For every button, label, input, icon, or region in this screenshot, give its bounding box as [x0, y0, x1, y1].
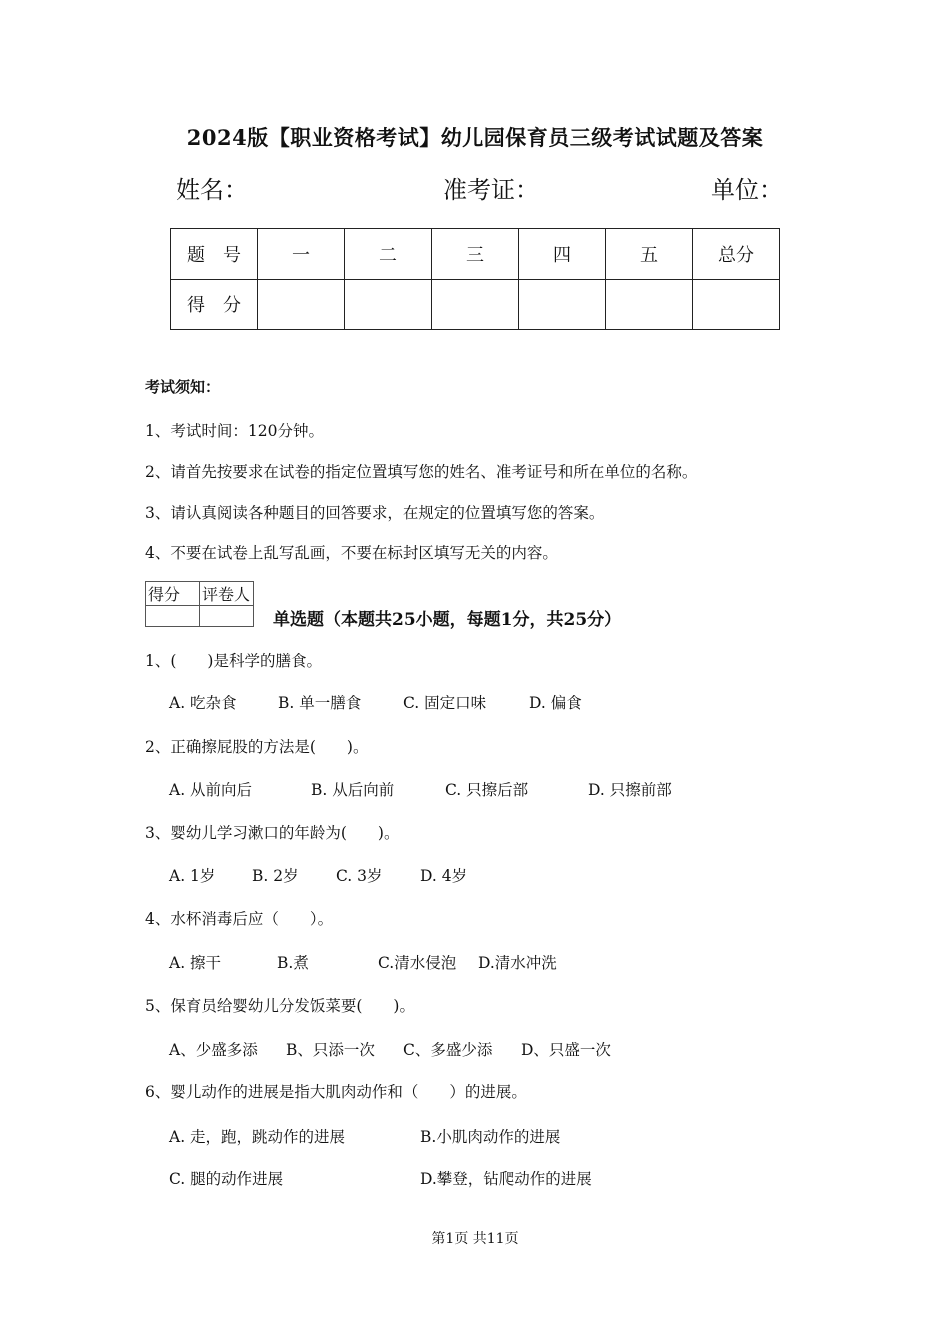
question-option: A. 吃杂食 — [169, 694, 237, 712]
notice-item: 1、考试时间：120分钟。 — [145, 422, 324, 440]
question-option: B.小肌肉动作的进展 — [420, 1128, 561, 1146]
question-option: C.清水侵泡 — [378, 954, 457, 972]
question-option: C、多盛少添 — [403, 1041, 493, 1059]
notice-heading: 考试须知： — [145, 378, 221, 396]
notice-item: 4、不要在试卷上乱写乱画，不要在标封区填写无关的内容。 — [145, 544, 558, 562]
question-option: A. 擦干 — [169, 954, 222, 972]
question-option: A. 走，跑，跳动作的进展 — [169, 1128, 346, 1146]
grader-reviewer-label: 评卷人 — [200, 582, 254, 606]
question-option: D.攀登，钻爬动作的进展 — [420, 1170, 592, 1188]
question-option: B. 从后向前 — [311, 781, 395, 799]
score-cell-1[interactable] — [258, 279, 345, 330]
question-option: D.清水冲洗 — [478, 954, 557, 972]
question-stem: 2、正确擦屁股的方法是( )。 — [145, 738, 369, 756]
score-table-col-5: 五 — [606, 229, 693, 280]
score-table — [170, 228, 780, 330]
notice-item: 3、请认真阅读各种题目的回答要求，在规定的位置填写您的答案。 — [145, 504, 605, 522]
score-table-header-label: 题 号 — [171, 229, 258, 280]
question-option: C. 腿的动作进展 — [169, 1170, 284, 1188]
question-option: A. 从前向后 — [169, 781, 253, 799]
question-option: B、只添一次 — [286, 1041, 375, 1059]
question-option: D. 只擦前部 — [588, 781, 672, 799]
question-option: C. 3岁 — [336, 867, 383, 885]
score-table-col-total: 总分 — [693, 229, 780, 280]
question-stem: 6、婴儿动作的进展是指大肌肉动作和（ ）的进展。 — [145, 1083, 527, 1101]
question-option: D. 偏食 — [529, 694, 582, 712]
question-stem: 4、水杯消毒后应（ ）。 — [145, 910, 334, 928]
question-stem: 1、( )是科学的膳食。 — [145, 652, 322, 670]
notice-item: 2、请首先按要求在试卷的指定位置填写您的姓名、准考证号和所在单位的名称。 — [145, 463, 698, 481]
score-cell-4[interactable] — [519, 279, 606, 330]
page-footer: 第1页 共11页 — [431, 1231, 519, 1247]
exam-number-field-label: 准考证： — [443, 176, 539, 204]
score-table-header-row — [171, 229, 780, 280]
question-option: B. 单一膳食 — [278, 694, 362, 712]
score-table-col-3: 三 — [432, 229, 519, 280]
question-option: B.煮 — [277, 954, 309, 972]
score-table-score-row — [171, 279, 780, 330]
name-field-label: 姓名： — [176, 176, 248, 204]
question-option: A. 1岁 — [169, 867, 216, 885]
question-stem: 3、婴幼儿学习漱口的年龄为( )。 — [145, 824, 400, 842]
score-table-col-2: 二 — [345, 229, 432, 280]
question-option: C. 固定口味 — [403, 694, 487, 712]
question-option: D、只盛一次 — [521, 1041, 611, 1059]
grader-score-label: 得分 — [146, 582, 200, 606]
question-option: D. 4岁 — [420, 867, 468, 885]
question-option: C. 只擦后部 — [445, 781, 529, 799]
score-cell-3[interactable] — [432, 279, 519, 330]
grader-reviewer-cell[interactable] — [200, 606, 254, 627]
score-table-score-label: 得 分 — [171, 279, 258, 330]
section-title: 单选题（本题共25小题，每题1分，共25分） — [273, 610, 622, 630]
question-option: B. 2岁 — [252, 867, 299, 885]
grader-score-cell[interactable] — [146, 606, 200, 627]
score-table-col-1: 一 — [258, 229, 345, 280]
question-option: A、少盛多添 — [169, 1041, 258, 1059]
score-table-col-4: 四 — [519, 229, 606, 280]
score-cell-total[interactable] — [693, 279, 780, 330]
grader-box — [145, 581, 254, 627]
document-title: 2024版【职业资格考试】幼儿园保育员三级考试试题及答案 — [186, 125, 764, 150]
question-stem: 5、保育员给婴幼儿分发饭菜要( )。 — [145, 997, 415, 1015]
score-cell-2[interactable] — [345, 279, 432, 330]
unit-field-label: 单位： — [711, 176, 783, 204]
score-cell-5[interactable] — [606, 279, 693, 330]
